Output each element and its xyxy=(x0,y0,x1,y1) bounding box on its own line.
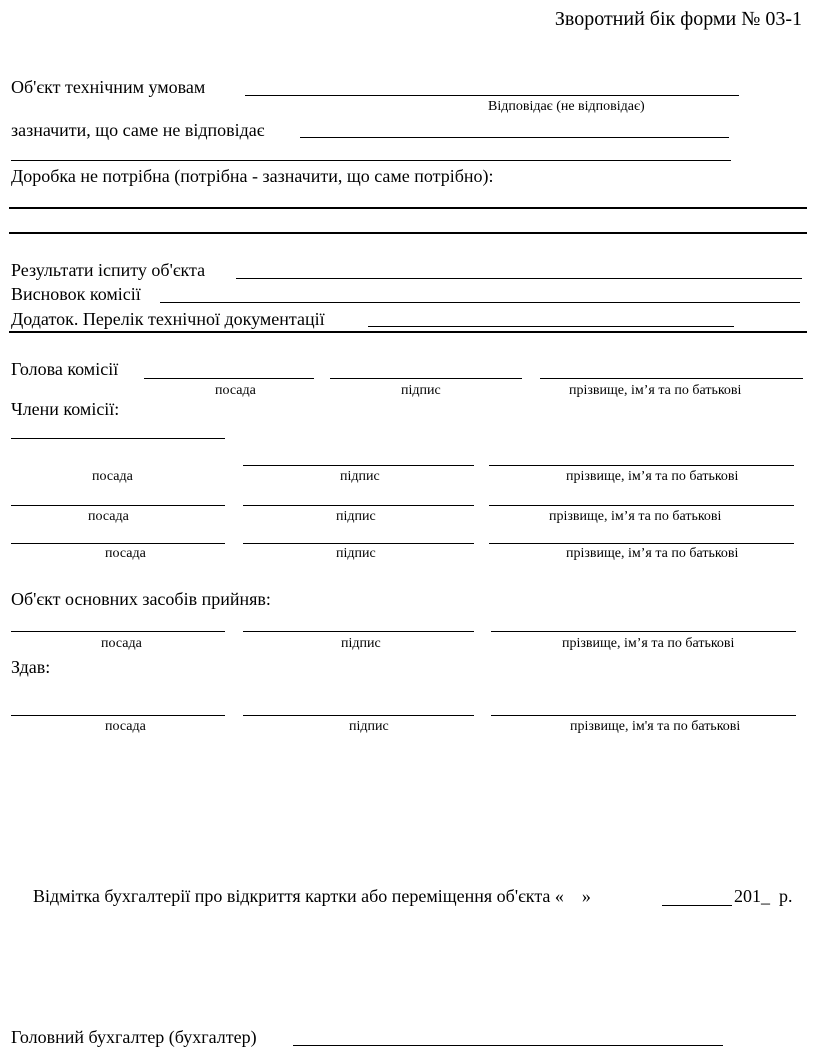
member-1-name-caption: прізвище, імʼя та по батькові xyxy=(566,469,739,484)
conformity-field-line[interactable] xyxy=(245,95,739,96)
test-results-label: Результати іспиту об'єкта xyxy=(11,260,206,280)
specify-mismatch-line[interactable] xyxy=(300,137,729,138)
object-conformity-label: Об'єкт технічним умовам xyxy=(11,77,206,97)
revision-label: Доробка не потрібна (потрібна - зазначити, що саме потрібно): xyxy=(11,166,494,186)
form-title: Зворотний бік форми № 03-1 xyxy=(554,8,802,30)
revision-line-2[interactable] xyxy=(9,232,807,234)
appendix-divider xyxy=(9,331,807,333)
handed-signature-caption: підпис xyxy=(349,719,389,734)
member-2-signature-line[interactable] xyxy=(243,505,474,506)
chairman-position-line[interactable] xyxy=(144,378,314,379)
member-1-position-caption: посада xyxy=(92,469,133,484)
chairman-name-caption: прізвище, імʼя та по батькові xyxy=(569,383,742,398)
appendix-label: Додаток. Перелік технічної документації xyxy=(11,309,325,329)
test-results-line[interactable] xyxy=(236,278,802,279)
appendix-line[interactable] xyxy=(368,326,734,327)
accepted-name-line[interactable] xyxy=(491,631,796,632)
handed-position-caption: посада xyxy=(105,719,146,734)
revision-line-1[interactable] xyxy=(9,207,807,209)
conformity-caption: Відповідає (не відповідає) xyxy=(488,99,645,114)
specify-mismatch-line-2[interactable] xyxy=(11,160,731,161)
chairman-signature-line[interactable] xyxy=(330,378,522,379)
handed-position-line[interactable] xyxy=(11,715,225,716)
chief-accountant-label: Головний бухгалтер (бухгалтер) xyxy=(11,1027,257,1047)
member-3-name-caption: прізвище, імʼя та по батькові xyxy=(566,546,739,561)
accepted-label: Об'єкт основних засобів прийняв: xyxy=(11,589,271,609)
chairman-position-caption: посада xyxy=(215,383,256,398)
chief-accountant-line[interactable] xyxy=(293,1045,723,1046)
accepted-signature-line[interactable] xyxy=(243,631,474,632)
accounting-month-line[interactable] xyxy=(662,905,732,906)
specify-mismatch-label: зазначити, що саме не відповідає xyxy=(11,120,265,140)
member-1-signature-line[interactable] xyxy=(243,465,474,466)
member-3-signature-caption: підпис xyxy=(336,546,376,561)
chairman-label: Голова комісії xyxy=(11,359,119,379)
accepted-name-caption: прізвище, імʼя та по батькові xyxy=(562,636,735,651)
conclusion-label: Висновок комісії xyxy=(11,284,141,304)
accounting-note: Відмітка бухгалтерії про відкриття картки або переміщення об'єкта « » xyxy=(33,886,591,906)
member-2-signature-caption: підпис xyxy=(336,509,376,524)
member-1-position-line[interactable] xyxy=(11,438,225,439)
member-1-signature-caption: підпис xyxy=(340,469,380,484)
handed-name-line[interactable] xyxy=(491,715,796,716)
handed-name-caption: прізвище, ім'я та по батькові xyxy=(570,719,741,734)
member-2-position-caption: посада xyxy=(88,509,129,524)
accepted-position-caption: посада xyxy=(101,636,142,651)
chairman-name-line[interactable] xyxy=(540,378,803,379)
accounting-year: 201_ р. xyxy=(734,886,793,906)
member-3-position-caption: посада xyxy=(105,546,146,561)
members-label: Члени комісії: xyxy=(11,399,120,419)
member-3-name-line[interactable] xyxy=(489,543,794,544)
member-2-name-line[interactable] xyxy=(489,505,794,506)
chairman-signature-caption: підпис xyxy=(401,383,441,398)
handed-signature-line[interactable] xyxy=(243,715,474,716)
accepted-position-line[interactable] xyxy=(11,631,225,632)
member-2-name-caption: прізвище, імʼя та по батькові xyxy=(549,509,722,524)
conclusion-line[interactable] xyxy=(160,302,800,303)
member-1-name-line[interactable] xyxy=(489,465,794,466)
accepted-signature-caption: підпис xyxy=(341,636,381,651)
member-2-position-line[interactable] xyxy=(11,505,225,506)
member-3-position-line[interactable] xyxy=(11,543,225,544)
handed-label: Здав: xyxy=(11,657,51,677)
member-3-signature-line[interactable] xyxy=(243,543,474,544)
